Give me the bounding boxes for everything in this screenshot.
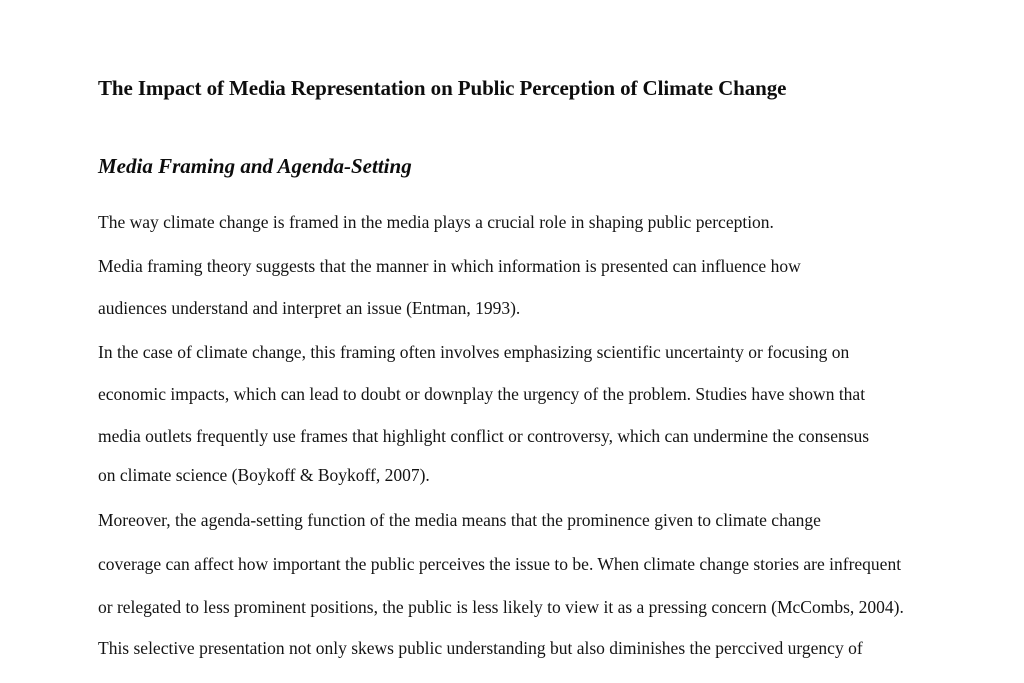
body-text-line: on climate science (Boykoff & Boykoff, 2007).	[98, 465, 430, 485]
body-text-line: This selective presentation not only skews public understanding but also diminishes the perccived urgency of	[98, 638, 863, 658]
body-text-line: audiences understand and interpret an issue (Entman, 1993).	[98, 298, 521, 318]
body-text-line: Moreover, the agenda-setting function of the media means that the prominence given to climate change	[98, 510, 821, 530]
body-text-line: The way climate change is framed in the media plays a crucial role in shaping public perception.	[98, 212, 774, 232]
body-text-line: media outlets frequently use frames that highlight conflict or controversy, which can undermine the consensus	[98, 426, 870, 446]
body-text-line: Media framing theory suggests that the manner in which information is presented can influence how	[98, 256, 801, 276]
section-heading: Media Framing and Agenda-Setting	[98, 154, 412, 178]
body-text-line: In the case of climate change, this framing often involves emphasizing scientific uncertainty or focusing on	[98, 342, 850, 362]
body-text-line: economic impacts, which can lead to doubt or downplay the urgency of the problem. Studies have shown that	[98, 384, 866, 404]
body-text-line: coverage can affect how important the public perceives the issue to be. When climate change stories are infrequent	[98, 554, 902, 574]
document-title: The Impact of Media Representation on Public Perception of Climate Change	[98, 76, 787, 100]
body-text-line: or relegated to less prominent positions, the public is less likely to view it as a pressing concern (McCombs, 2004).	[98, 597, 904, 617]
